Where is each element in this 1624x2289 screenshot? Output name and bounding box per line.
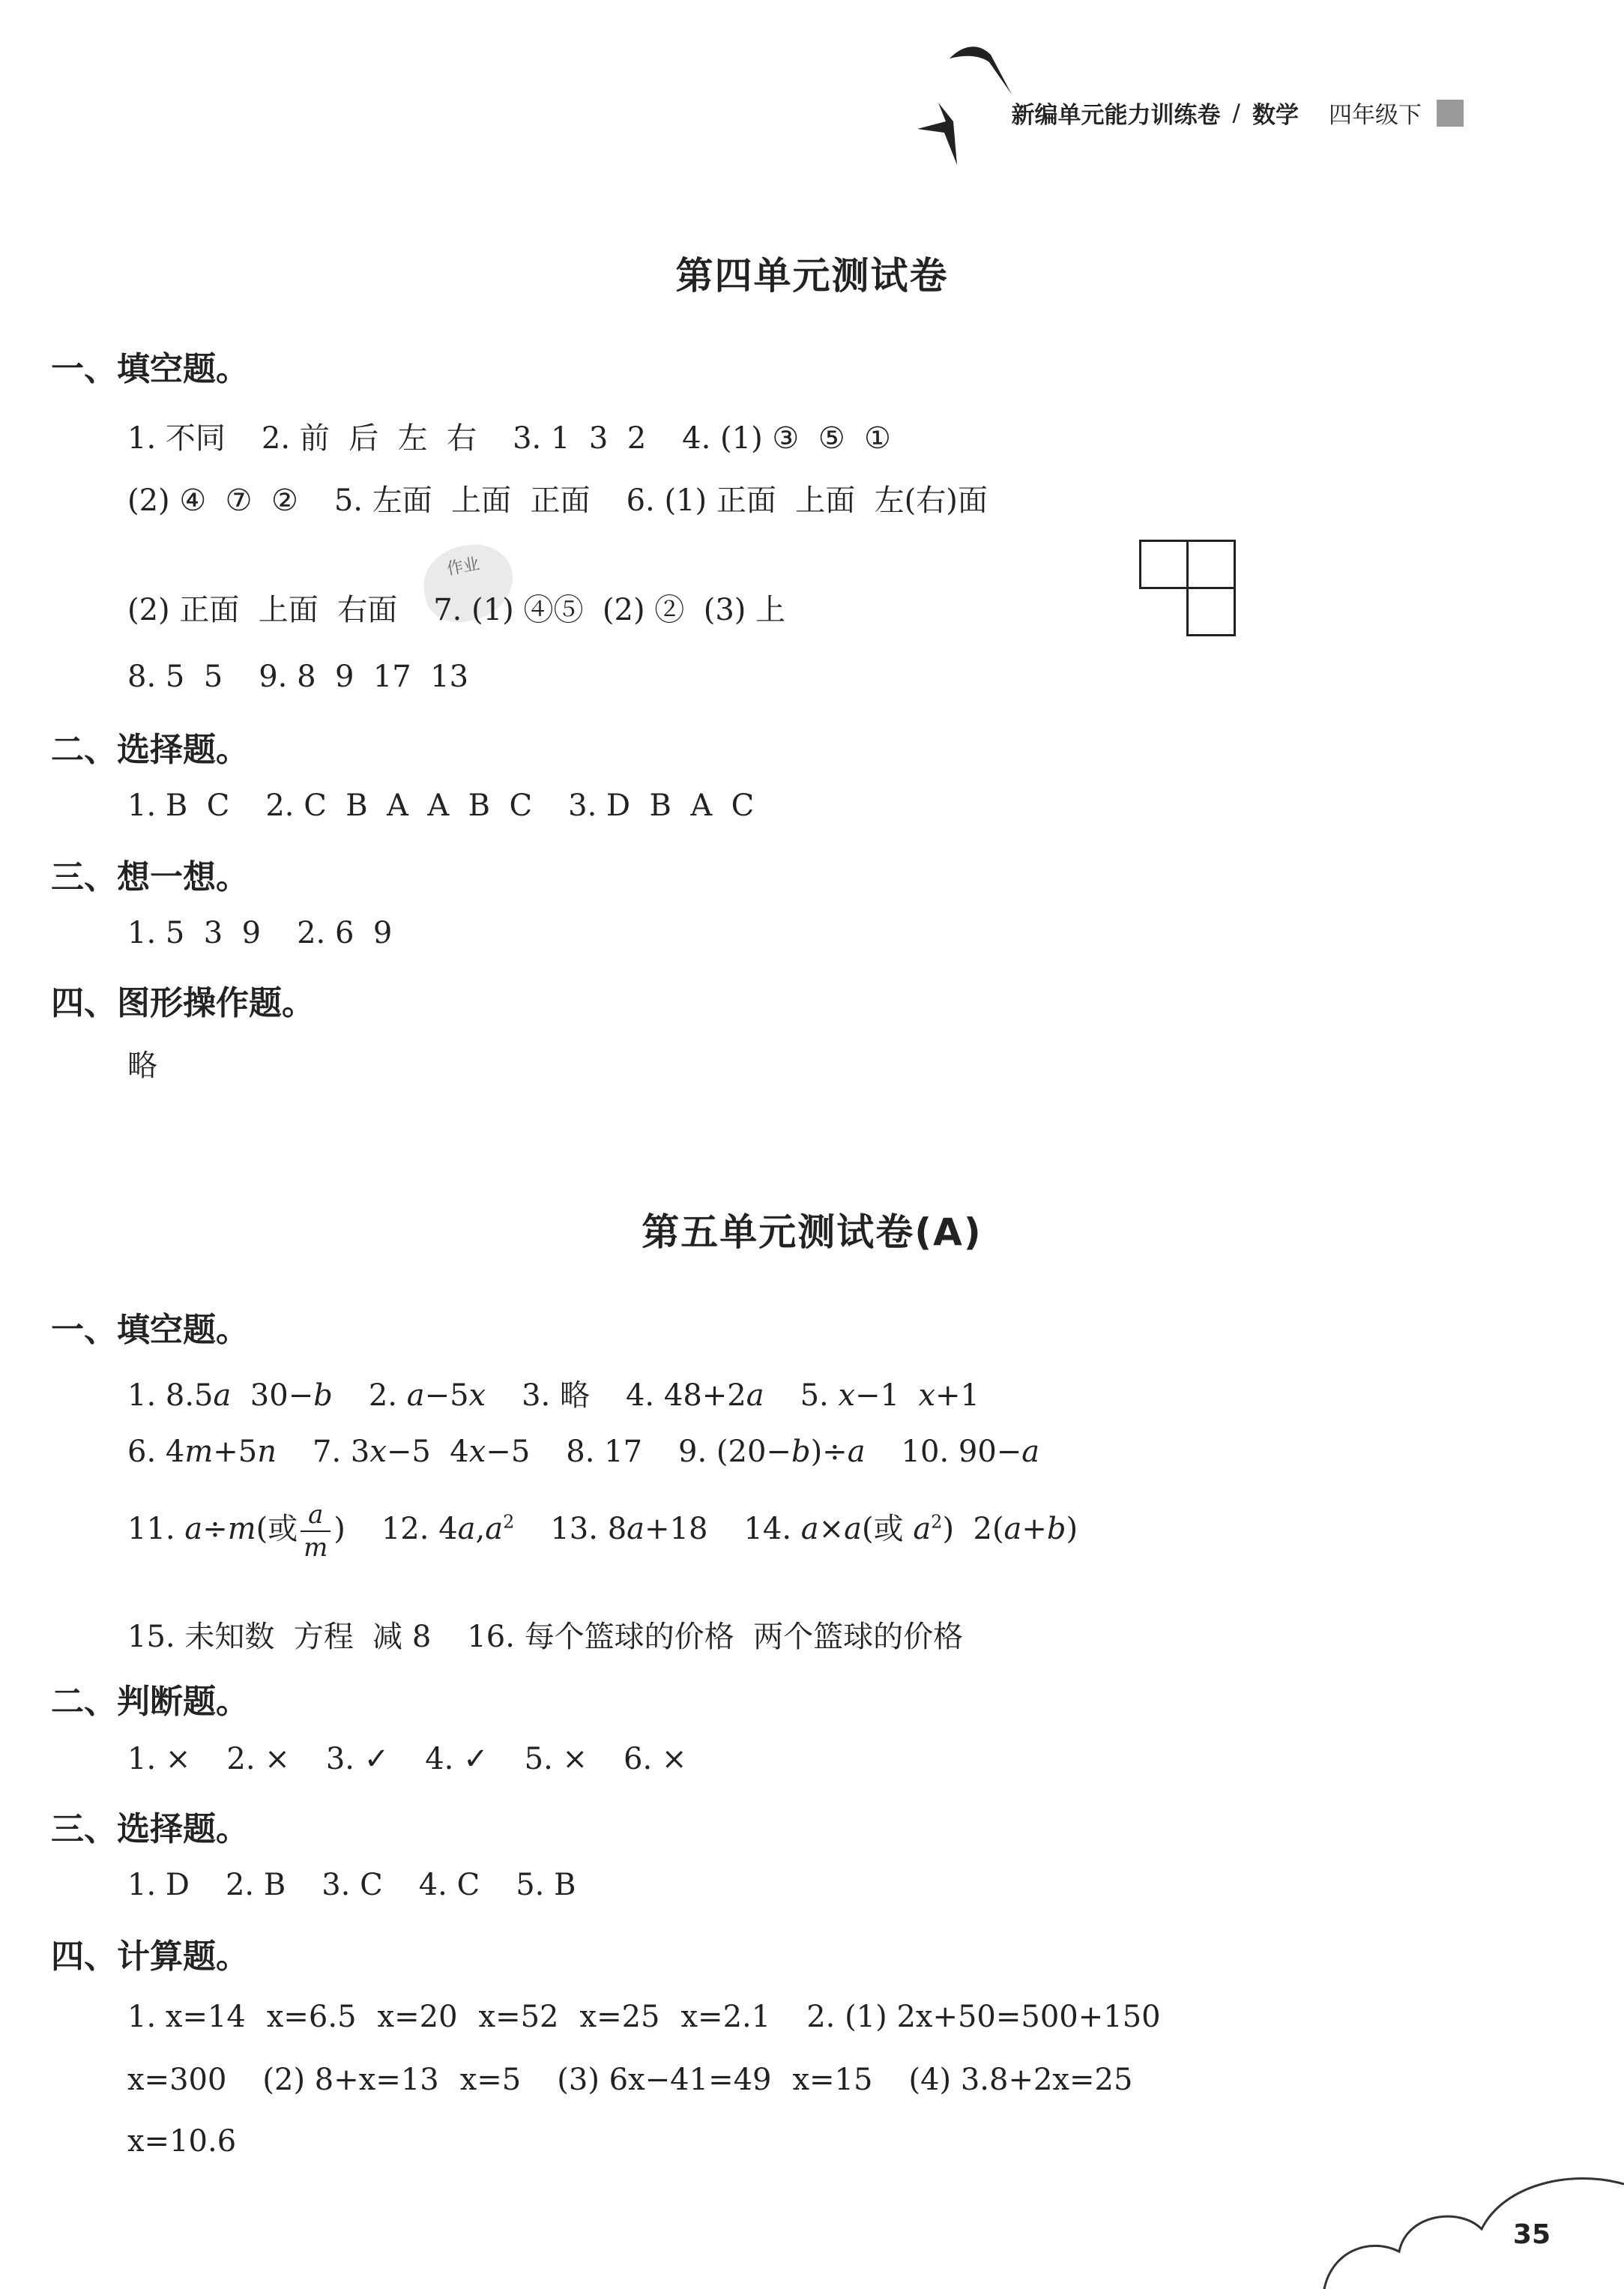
cloud-outline-icon xyxy=(1309,2139,1624,2289)
unit5-section-1: 一、填空题。 xyxy=(51,1311,249,1349)
unit4-section-4: 四、图形操作题。 xyxy=(51,984,315,1022)
unit4-s1-line-2: (2) ④ ⑦ ② 5. 左面 上面 正面 6. (1) 正面 上面 左(右)面 xyxy=(127,483,988,518)
fraction-a-over-m: $\frac{a}{m}$ xyxy=(301,1502,330,1560)
unit5-s4-line-2: x=300 (2) 8+x=13 x=5 (3) 6x−41=49 x=15 (4) 3.8+2x=25 xyxy=(127,2063,1133,2097)
three-square-figure xyxy=(1139,540,1235,636)
unit5-s2-line-1: 1. × 2. × 3. ✓ 4. ✓ 5. × 6. × xyxy=(127,1742,687,1776)
unit5-s4-line-1: 1. x=14 x=6.5 x=20 x=52 x=25 x=2.1 2. (1) 2x+50=500+150 xyxy=(127,2000,1161,2034)
homework-stamp: 作业 xyxy=(417,538,519,627)
unit5-s1-line-4: 15. 未知数 方程 减 8 16. 每个篮球的价格 两个篮球的价格 xyxy=(127,1620,964,1654)
unit5-s1-line-1: 1. 8.5a 30−b 2. a−5x 3. 略 4. 48+2a 5. x−1 x+1 xyxy=(127,1378,979,1413)
unit4-s2-line-1: 1. B C 2. C B A A B C 3. D B A C xyxy=(127,788,755,823)
unit5-s1-line-3: 11. a÷m(或 $\frac{a}{m}$ ) 12. $4a,a^2$ 13. 8a+18 14. a×a(或 $a^2$) 2(a+b) xyxy=(127,1500,1078,1563)
flying-bird-icon xyxy=(946,36,1013,96)
header-separator: / xyxy=(1232,99,1240,127)
flying-bird-icon xyxy=(916,99,968,166)
unit4-s1-line-1: 1. 不同 2. 前 后 左 右 3. 1 3 2 4. (1) ③ ⑤ ① xyxy=(127,421,891,456)
unit4-s4-line-1: 略 xyxy=(127,1049,157,1083)
unit4-section-1: 一、填空题。 xyxy=(51,350,249,388)
page-number: 35 xyxy=(1512,2219,1551,2250)
unit5-section-2: 二、判断题。 xyxy=(51,1683,249,1721)
series-title: 新编单元能力训练卷 xyxy=(1011,102,1221,129)
subject-label: 数学 xyxy=(1252,102,1299,129)
grade-label: 四年级下 xyxy=(1329,102,1422,129)
unit4-section-3: 三、想一想。 xyxy=(51,858,249,896)
header-square-icon xyxy=(1437,100,1464,127)
unit4-s3-line-1: 1. 5 3 9 2. 6 9 xyxy=(127,916,393,950)
unit5-section-3: 三、选择题。 xyxy=(51,1810,249,1848)
unit4-title: 第四单元测试卷 xyxy=(675,254,949,298)
unit4-section-2: 二、选择题。 xyxy=(51,731,249,769)
unit5-section-4: 四、计算题。 xyxy=(51,1937,249,1976)
page-header xyxy=(1012,96,1464,130)
unit5-s3-line-1: 1. D 2. B 3. C 4. C 5. B xyxy=(127,1868,576,1902)
unit5-title: 第五单元测试卷(A) xyxy=(642,1210,982,1254)
unit5-s1-line-2: 6. 4m+5n 7. 3x−5 4x−5 8. 17 9. (20−b)÷a 10. 90−a xyxy=(127,1435,1040,1469)
unit4-s1-line-3: (2) 正面 上面 右面 7. (1) ④⑤ (2) ② (3) 上 xyxy=(127,593,786,627)
unit4-s1-line-4: 8. 5 5 9. 8 9 17 13 xyxy=(127,660,469,694)
unit5-s4-line-3: x=10.6 xyxy=(127,2124,237,2159)
